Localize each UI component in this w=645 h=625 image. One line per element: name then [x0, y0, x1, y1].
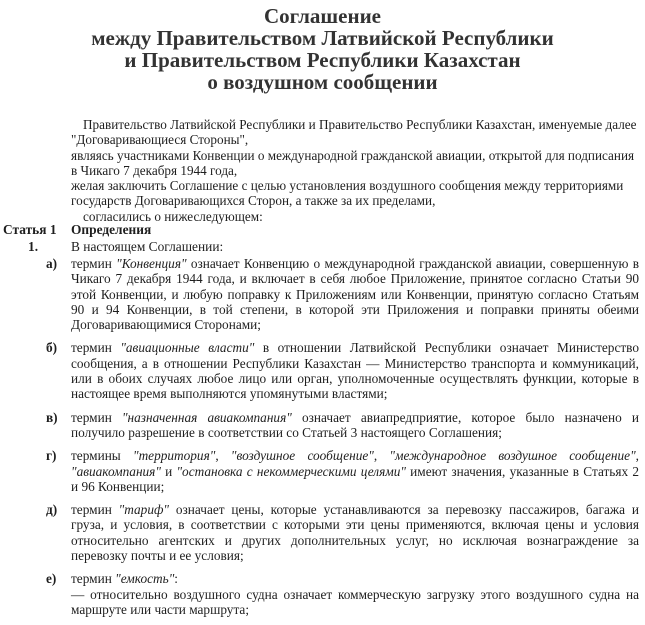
article-label: Статья 1 [3, 222, 57, 237]
item-definition: означает Конвенцию о международной гражданской авиации, совершенную в Чикаго 7 декабря 1944 года, и включает в себя любое Приложение, принятое согласно Статьи 90 этой Конвенции, и любую поправку к Приложениям или Конвенции, принятую согласно Статьям 90 и 94 Конвенции, в той степени, в которой эти Приложения и поправки приняты обеими Договаривающимися Сторонами; [71, 256, 639, 333]
defined-term: "емкость" [115, 571, 175, 587]
article-title: Определения [71, 222, 152, 237]
item-definition: означает авиапредприятие, которое было назначено и получило разрешение в соответствии со Статьей 3 настоящего Соглашения; [71, 409, 639, 440]
document-title [0, 5, 645, 93]
item-definition: означает цены, которые устанавливаются за перевозку пассажиров, багажа и груза, и условия, в соответствии с которыми эти цены применяются, включая цены и условия относительно агентских и других дополнительных услуг, но исключая вознаграждение за перевозку почты и ее условия; [71, 502, 639, 564]
item-letter: а) [46, 256, 58, 271]
item-body [71, 256, 639, 332]
title-line-4: о воздушном сообщении [207, 70, 438, 94]
item-lead: термин [71, 409, 122, 425]
item-body [71, 571, 639, 617]
item-body [71, 410, 639, 441]
item-definition: в отношении Латвийской Республики означает Министерство сообщения, а в отношении Республики Казахстан — Министерство транспорта и коммуникаций, или в обоих случаях любое лицо или орган, уполномоченные осуществлять функции, которые в настоящее время выполняются упомянутыми властями; [71, 340, 639, 402]
preamble [71, 117, 639, 224]
defined-term: "авиационные власти" [120, 340, 255, 356]
clause-text: В настоящем Соглашении: [71, 239, 224, 254]
defined-term: "территория" [132, 448, 216, 464]
item-lead: термин [71, 340, 121, 356]
item-letter: в) [46, 409, 58, 425]
item-letter: д) [46, 502, 58, 518]
term-separator: , [635, 448, 639, 464]
preamble-paragraph-2: являясь участниками Конвенции о международной гражданской авиации, открытой для подписания в Чикаго 7 декабря 1944 года, [71, 147, 635, 178]
definition-item-v [0, 410, 645, 441]
item-letter: е) [46, 571, 57, 587]
term-separator: , [215, 448, 231, 464]
item-lead: термин [71, 256, 117, 271]
definition-item-a [0, 256, 645, 332]
item-subclause: — относительно воздушного судна означает коммерческую загрузку этого воздушного судна на маршруте или части маршрута; [71, 586, 639, 617]
title-line-3: и Правительством Республики Казахстан [124, 48, 521, 72]
clause-number: 1. [28, 239, 39, 254]
item-body [71, 502, 639, 563]
defined-term: "авиакомпания" [71, 463, 161, 479]
item-lead: термины [71, 448, 133, 464]
defined-term: "остановка с некоммерческими целями" [176, 463, 406, 479]
item-letter: г) [46, 448, 57, 464]
item-lead: термин [71, 502, 119, 518]
definition-item-d [0, 502, 645, 563]
title-line-2: между Правительством Латвийской Республики [91, 26, 554, 50]
defined-term: "назначенная авиакомпания" [121, 409, 292, 425]
item-definition: имеют значения, указанные в Статьях 2 и 96 Конвенции; [71, 463, 639, 494]
item-letter: б) [46, 340, 58, 356]
item-definition: : [174, 571, 178, 587]
defined-term: "тариф" [118, 502, 169, 518]
preamble-paragraph-1: Правительство Латвийской Республики и Правительство Республики Казахстан, именуемые далее "Договаривающиеся Стороны", [71, 117, 637, 148]
definition-item-b [0, 340, 645, 401]
item-lead: термин [71, 571, 116, 587]
item-body [71, 448, 639, 494]
term-separator: , [373, 448, 390, 464]
defined-term: "Конвенция" [116, 256, 187, 271]
definition-item-e [0, 571, 645, 617]
defined-term: "международное воздушное сообщение" [389, 448, 636, 464]
term-separator: и [160, 463, 177, 479]
title-line-1: Соглашение [264, 4, 381, 28]
definitions-list [0, 256, 645, 625]
preamble-paragraph-4: согласились о нижеследующем: [83, 208, 263, 224]
preamble-paragraph-3: желая заключить Соглашение с целью установления воздушного сообщения между территориями государств Договаривающихся Сторон, а также за их пределами, [71, 178, 624, 209]
item-body [71, 340, 639, 401]
definition-item-g [0, 448, 645, 494]
defined-term: "воздушное сообщение" [230, 448, 374, 464]
